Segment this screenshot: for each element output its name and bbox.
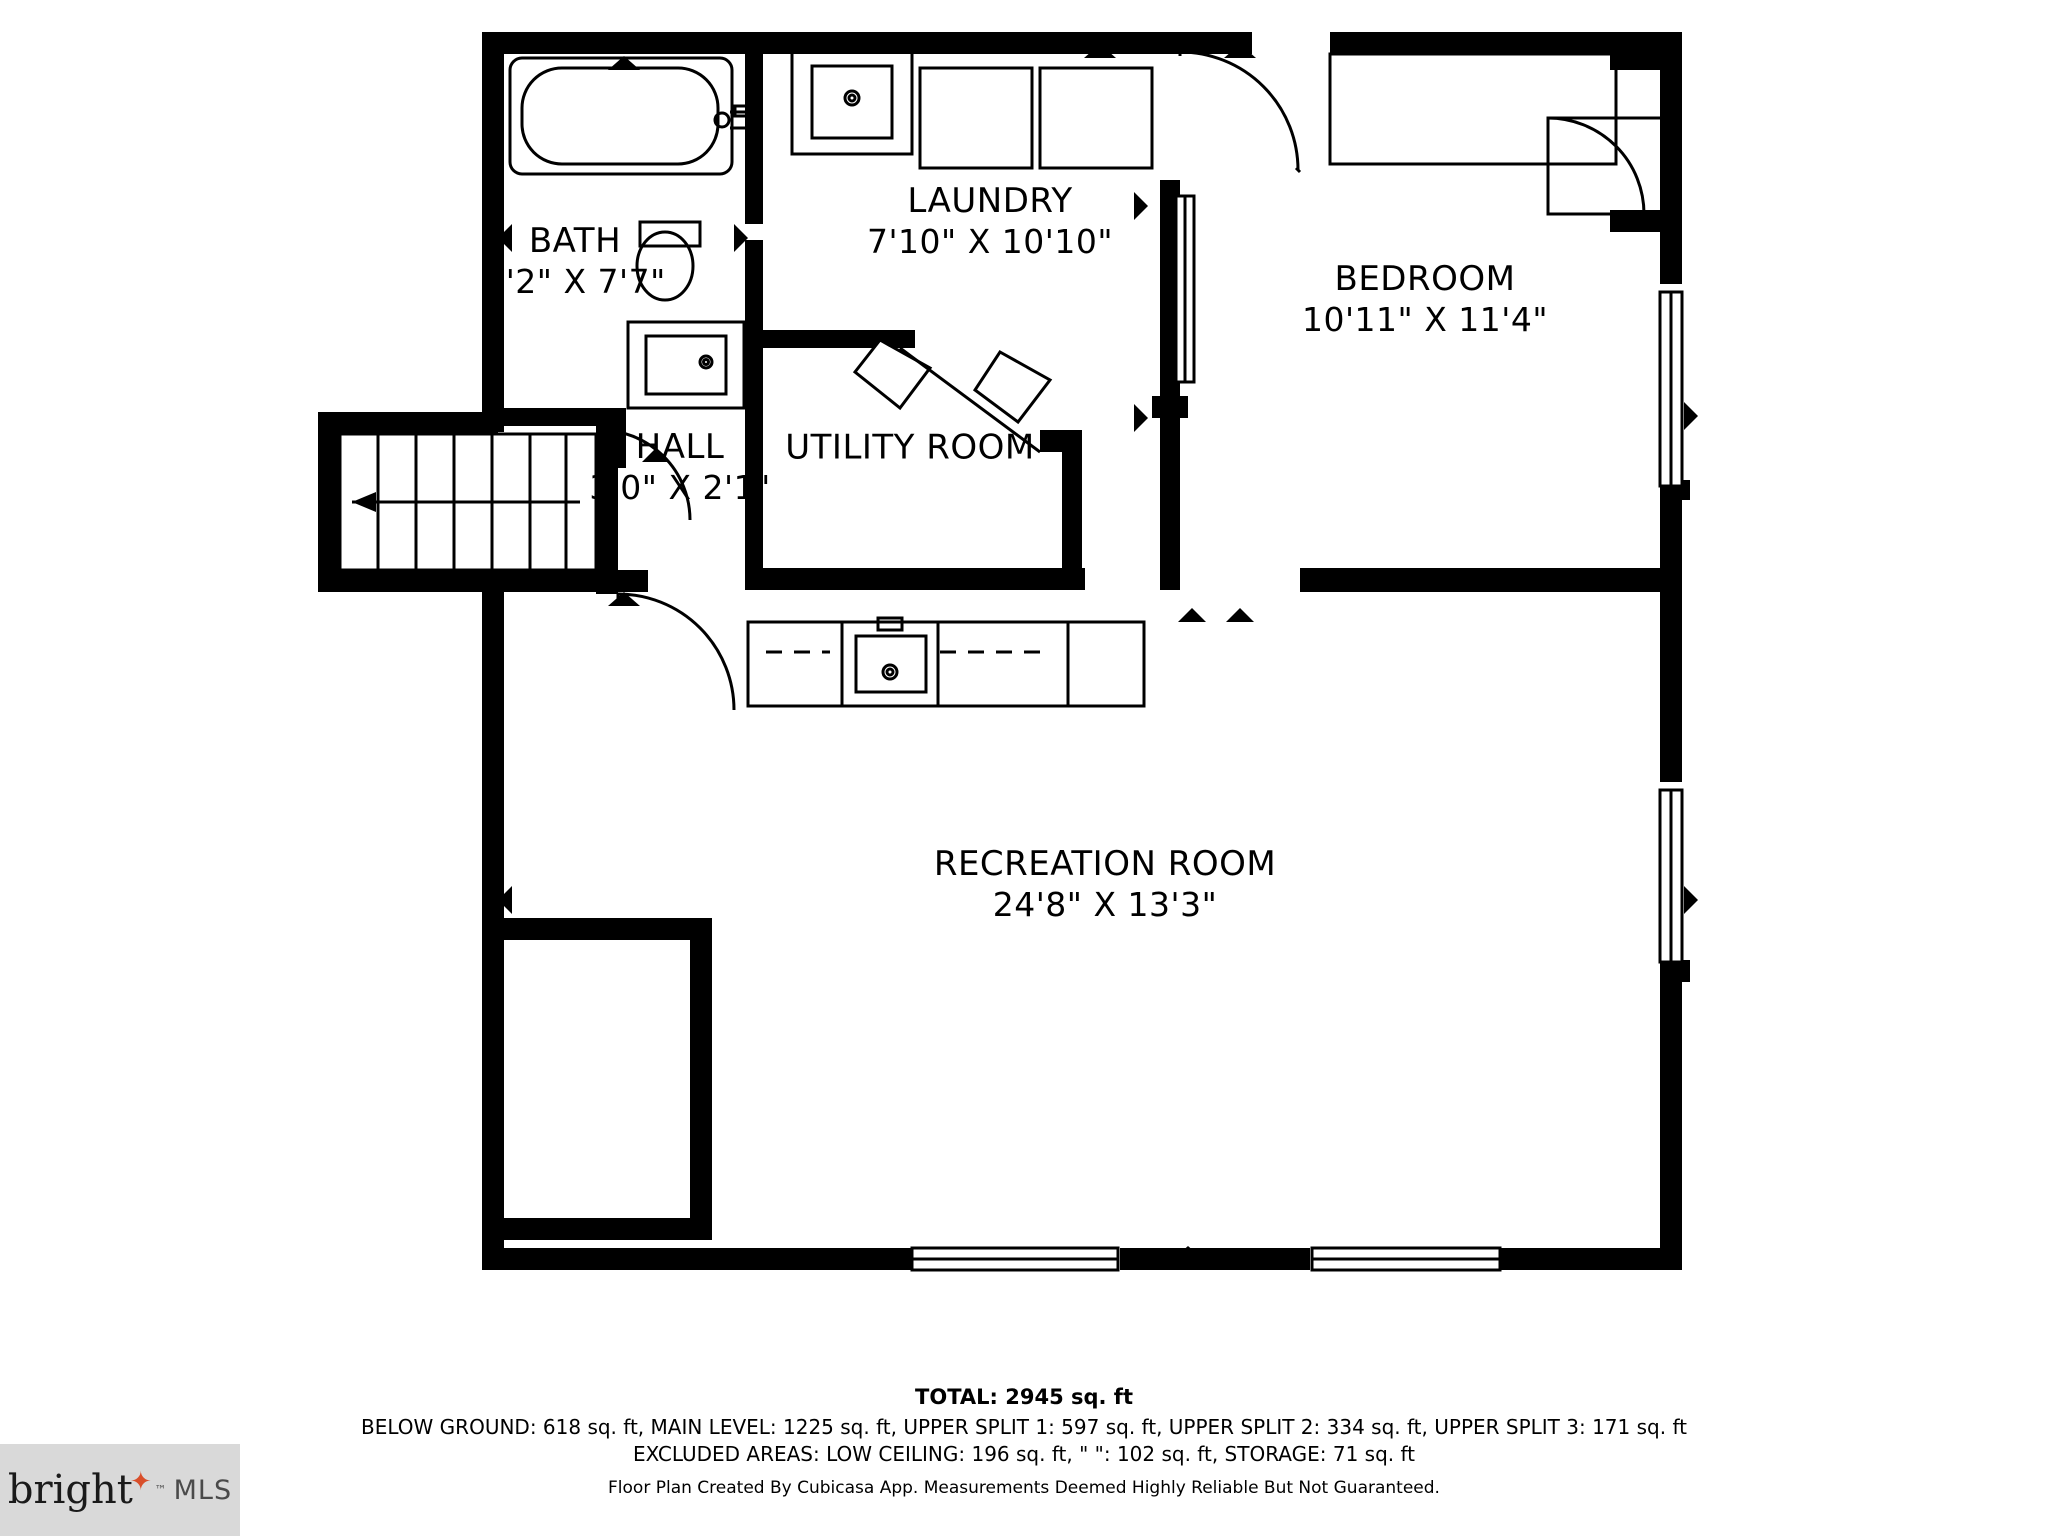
creation-credit-text: Floor Plan Created By Cubicasa App. Measurements Deemed Highly Reliable But Not Guaranteed. <box>608 1478 1440 1498</box>
room-name: UTILITY ROOM <box>785 427 1035 468</box>
excluded-areas-text: EXCLUDED AREAS: LOW CEILING: 196 sq. ft, " ": 102 sq. ft, STORAGE: 71 sq. ft <box>632 1442 1416 1466</box>
toilet-icon <box>637 222 700 300</box>
dryer-icon <box>1040 68 1152 168</box>
room-name: RECREATION ROOM <box>933 844 1277 885</box>
logo-star-icon: ✦ <box>129 1467 152 1497</box>
closet-shelving <box>1330 54 1666 214</box>
windows <box>912 196 1682 1270</box>
bath-sink-icon <box>628 322 744 408</box>
logo-tm: ™ <box>154 1483 167 1497</box>
area-breakdown-text: BELOW GROUND: 618 sq. ft, MAIN LEVEL: 1225 sq. ft, UPPER SPLIT 1: 597 sq. ft, UPPER SPLIT 2: 334 sq. ft, UPPER SPLIT 3: 171 sq. ft <box>361 1415 1687 1439</box>
washer-icon <box>920 68 1032 168</box>
direction-markers <box>498 44 1698 1260</box>
bathtub-icon <box>510 58 752 174</box>
logo-brand: bright <box>7 1467 133 1513</box>
room-dims: 7'10" X 10'10" <box>866 222 1114 262</box>
logo-suffix: MLS <box>173 1474 233 1506</box>
room-name: LAUNDRY <box>907 181 1073 222</box>
room-name: HALL <box>635 427 725 468</box>
room-name: BEDROOM <box>1334 259 1516 300</box>
stairs <box>340 434 596 570</box>
room-dims: 3'0" X 2'1" <box>589 468 771 508</box>
room-dims: 24'8" X 13'3" <box>992 885 1218 925</box>
bright-mls-logo <box>0 1444 240 1536</box>
room-dims: 10'11" X 11'4" <box>1301 300 1549 340</box>
total-area-text: TOTAL: 2945 sq. ft <box>915 1385 1133 1409</box>
kitchenette-counter <box>748 618 1144 706</box>
room-dims: 4'2" X 7'7" <box>484 262 666 302</box>
room-name: BATH <box>528 221 622 262</box>
